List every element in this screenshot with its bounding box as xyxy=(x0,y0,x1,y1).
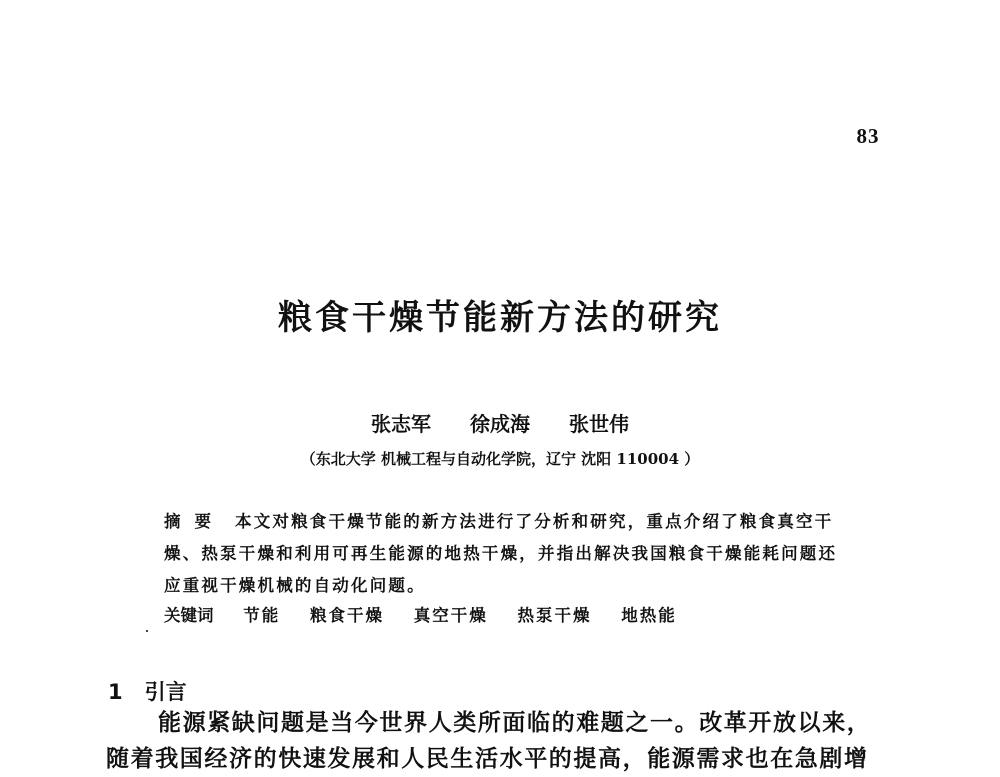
section-heading xyxy=(108,676,187,706)
keyword: 粮食干燥 xyxy=(310,606,384,625)
keyword: 真空干燥 xyxy=(413,606,488,625)
author-name: 张世伟 xyxy=(568,412,629,436)
keywords-label: 关键词 xyxy=(164,606,214,625)
section-number: 1 xyxy=(108,680,123,704)
author-name: 徐成海 xyxy=(470,412,530,436)
page-number: 83 xyxy=(856,124,880,148)
keyword: 地热能 xyxy=(621,606,677,625)
abstract-text: 本文对粮食干燥节能的新方法进行了分析和研究，重点介绍了粮食真空干燥、热泵干燥和利用可再生能源的地热干燥，并指出解决我国粮食干燥能耗问题还应重视干燥机械的自动化问题。 xyxy=(164,512,838,595)
scan-artifact xyxy=(146,630,148,632)
body-line: 能源紧缺问题是当今世界人类所面临的难题之一。改革开放以来， xyxy=(158,710,872,736)
section-title: 引言 xyxy=(144,680,187,704)
keyword: 节能 xyxy=(243,606,281,625)
abstract-label: 摘要 xyxy=(164,512,225,531)
author-name: 张志军 xyxy=(371,412,432,436)
keyword: 热泵干燥 xyxy=(517,606,592,625)
body-text xyxy=(106,705,906,777)
author-affiliation: （东北大学 机械工程与自动化学院，辽宁 沈阳 110004 ） xyxy=(300,450,700,468)
keywords xyxy=(164,602,864,626)
article-title: 粮食干燥节能新方法的研究 xyxy=(278,298,722,338)
body-line: 随着我国经济的快速发展和人民生活水平的提高，能源需求也在急剧增 xyxy=(106,746,869,772)
author-list xyxy=(0,408,1000,437)
abstract xyxy=(164,506,844,602)
